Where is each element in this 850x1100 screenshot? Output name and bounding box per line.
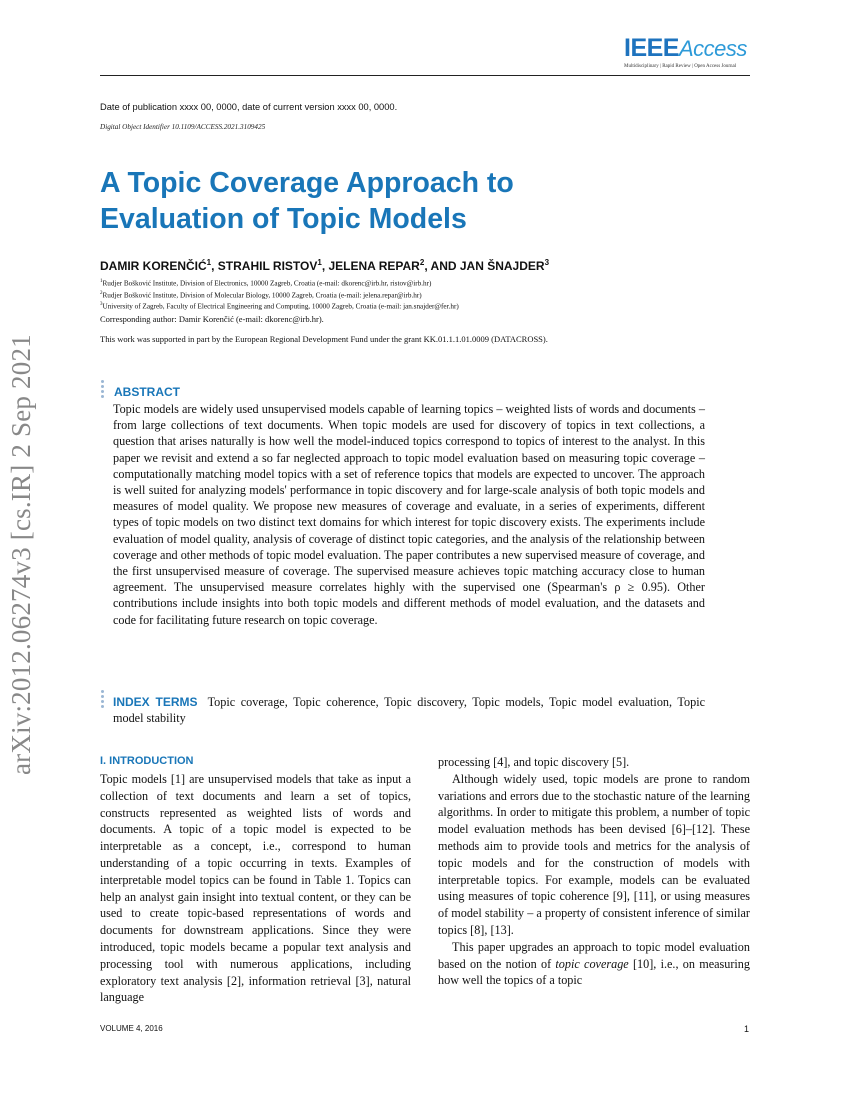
author: JAN ŠNAJDER (459, 259, 545, 273)
index-terms (113, 694, 705, 726)
abstract-heading: ABSTRACT (114, 385, 180, 399)
page-number: 1 (744, 1024, 750, 1034)
author: JELENA REPAR (328, 259, 420, 273)
affiliation: $^3$University of Zagreb, Faculty of Electrical Engineering and Computing, 10000 Zagreb, Croatia (e-mail: jan.snajder@fer.hr) (100, 302, 459, 311)
author: DAMIR KORENČIĆ (100, 259, 207, 273)
logo-access-text: Access (678, 36, 747, 61)
paragraph: processing [4], and topic discovery [5]. (438, 755, 630, 769)
paragraph: This paper upgrades an approach to topic model evaluation based on the notion of topic coverage [10], i.e., on measuring how well the topics of a topic (438, 939, 750, 988)
affiliation: $^1$Rudjer Bošković Institute, Division of Electronics, 10000 Zagreb, Croatia (e-mail: dkorenc@irb.hr, ristov@irb.hr) (100, 279, 432, 288)
corresponding-author: Corresponding author: Damir Korenčić (e-mail: dkorenc@irb.hr). (100, 314, 324, 324)
section-heading-introduction: I. INTRODUCTION (100, 755, 194, 767)
abstract-text: Topic models are widely used unsupervised models capable of learning topics – weighted lists of words and documents – from large collections of text documents. When topic models are used for discovery of topics in text collections, a question that arises naturally is how well the model-induced topics correspond to topics of interest to the analyst. In this paper we revisit and extend a so far neglected approach to topic model evaluation based on measuring topic coverage – computationally matching model topics with a set of reference topics that models are expected to uncover. The approach is well suited for analyzing models' performance in topic discovery and for large-scale analysis of both topic models and measures of model quality. We propose new measures of coverage and evaluate, in a series of experiments, different types of topic models on two distinct text domains for which interest for topic discovery exists. The experiments include evaluation of model quality, analysis of coverage of distinct topic categories, and the analysis of the relationship between coverage and other methods of topic model evaluation. The paper contributes a new supervised measure of coverage, and the first unsupervised measure of coverage. The supervised measure achieves topic matching accuracy close to human agreement. The unsupervised measure correlates highly with the supervised one (Spearman's ρ ≥ 0.95). Other contributions include insights into both topic models and different methods of model evaluation, and the datasets and code for facilitating future research on topic coverage. (113, 402, 705, 627)
logo-ieee-text: IEEE (624, 34, 679, 62)
intro-column-2 (438, 754, 750, 989)
intro-column-1: Topic models [1] are unsupervised models that take as input a collection of text documents and learn a set of topics, constructs represented as weighted lists of words and documents. A topic of a topic model is expected to be interpretable as a concept, i.e., correspond to human understanding of a topic occurring in texts. Examples of interpretable model topics can be found in Table 1. Topics can help an analyst gain insight into textual content, or they can be used to create topic-based representations of words and documents for downstream applications. Since they were introduced, topic models became a popular text analysis and processing tool with numerous applications, including exploratory text analysis [2], information retrieval [3], natural language (100, 772, 411, 1005)
abstract-dots-icon (101, 380, 105, 400)
author: STRAHIL RISTOV (217, 259, 318, 273)
index-terms-text: Topic coverage, Topic coherence, Topic discovery, Topic models, Topic model evaluation, Topic model stability (113, 695, 705, 726)
paragraph: Although widely used, topic models are prone to random variations and errors due to the stochastic nature of the learning algorithms. In order to mitigate this problem, a number of topic model evaluation methods has been devised [6]–[12]. These methods aim to provide tools and metrics for the analysis of topic models and for the construction of models with interpretable topics. For example, models can be evaluated using measures of topic coherence [9], [11], or using measures of model stability – a property of consistent inference of similar topics [8], [13]. (438, 771, 750, 937)
affiliations (100, 277, 740, 312)
logo-tagline: Multidisciplinary | Rapid Review | Open Access Journal (624, 64, 737, 69)
paper-title: A Topic Coverage Approach to Evaluation of Topic Models (100, 167, 514, 235)
ieee-access-logo (624, 35, 747, 75)
arxiv-sidebar-stamp: arXiv:2012.06274v3 [cs.IR] 2 Sep 2021 (6, 334, 36, 775)
affiliation: $^2$Rudjer Bošković Institute, Division of Molecular Biology, 10000 Zagreb, Croatia (e-mail: jelena.repar@irb.hr) (100, 290, 422, 299)
index-terms-dots-icon (101, 690, 105, 710)
header-rule (100, 75, 750, 76)
author-list: DAMIR KORENČIĆ$^1$, STRAHIL RISTOV$^1$, JELENA REPAR$^2$, AND JAN ŠNAJDER$^3$ (100, 258, 550, 273)
index-terms-heading: INDEX TERMS (113, 695, 198, 709)
doi: Digital Object Identifier 10.1109/ACCESS.2021.3109425 (100, 123, 266, 131)
funding-note: This work was supported in part by the European Regional Development Fund under the grant KK.01.1.1.01.0009 (DATACROSS). (100, 334, 548, 344)
footer-volume: VOLUME 4, 2016 (100, 1024, 163, 1033)
publication-date: Date of publication xxxx 00, 0000, date of current version xxxx 00, 0000. (100, 102, 398, 112)
